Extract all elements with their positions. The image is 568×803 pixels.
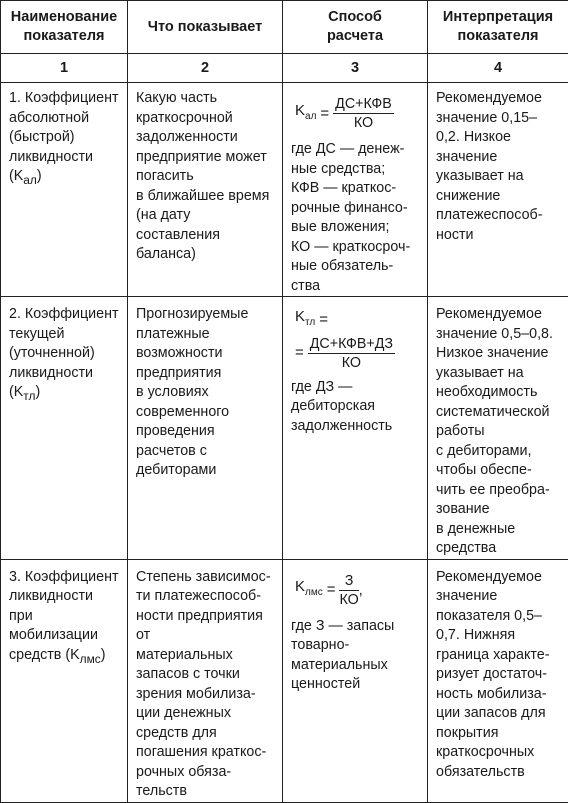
formula-symbol: $K_{тл}$ = (295, 307, 419, 333)
indicator-name-end: ) (37, 168, 42, 184)
interpretation-cell: Рекомендуемое значение показателя 0,5– 0,7. Нижняя граница характе- ризует достаточ- ность мобилиза- ции запасов для покрытия краткосрочных обязательств (428, 559, 568, 802)
header-row (1, 1, 568, 54)
indicator-subscript: тл (23, 389, 35, 403)
indicator-subscript: ал (23, 173, 37, 187)
formula-numerator: ДС+КФВ (333, 95, 394, 114)
formula-numerator: ДС+КФВ+ДЗ (308, 335, 395, 354)
indicator-name-end: ) (101, 647, 106, 663)
formula-denominator: КО (333, 114, 394, 132)
formula (295, 95, 419, 132)
formula-equals: = (295, 343, 304, 363)
formula (295, 572, 419, 609)
interpretation-cell: Рекомендуемое значение 0,5–0,8. Низкое значение указывает на необходимость систематической работы с дебиторами, чтобы обеспе- чить ее преобра- зование в денежные средства (428, 297, 568, 560)
formula-denominator: КО (339, 591, 358, 609)
formula-symbol: $K_{ал}$ (295, 101, 316, 127)
formula-denominator: КО (308, 354, 395, 372)
header-indicator-name: Наименование показателя (1, 1, 128, 54)
indicator-name-cell (1, 559, 128, 802)
indicator-subscript: лмс (80, 651, 101, 665)
table-row (1, 297, 568, 560)
formula-fraction (339, 572, 358, 609)
indicator-name-cell (1, 83, 128, 297)
calculation-cell (283, 297, 428, 560)
formula-fraction (308, 335, 395, 372)
header-calculation-method: Способ расчета (283, 1, 428, 54)
formula-fraction (333, 95, 394, 132)
calculation-cell (283, 83, 428, 297)
column-number: 4 (428, 54, 568, 83)
what-it-shows-cell: Какую часть краткосрочной задолженности предприятие может погасить в ближайшее время (на дату составления баланса) (128, 83, 283, 297)
formula-equals: = (320, 104, 329, 124)
formula-tail: , (359, 582, 363, 598)
indicator-name: 3. Коэффициент ликвидности при мобилизации средств (K (9, 569, 119, 663)
indicator-name: 2. Коэффициент текущей (уточненной) ликвидности (K (9, 306, 119, 400)
column-number: 3 (283, 54, 428, 83)
indicator-name-end: ) (35, 384, 40, 400)
column-number: 1 (1, 54, 128, 83)
table-row (1, 559, 568, 802)
table-row (1, 83, 568, 297)
indicator-name: 1. Коэффициент абсолютной (быстрой) ликвидности (K (9, 90, 119, 184)
header-interpretation: Интерпретация показателя (428, 1, 568, 54)
indicator-name-cell (1, 297, 128, 560)
formula-equals: = (327, 580, 336, 600)
formula-explanation: где ДЗ — дебиторская задолженность (291, 378, 419, 437)
formula-numerator: З (339, 572, 358, 591)
formula-explanation: где ДС — денеж- ные средства; КФВ — краткос- рочные финансо- вые вложения; КО — краткосроч- ные обязатель- ства (291, 140, 419, 296)
column-number: 2 (128, 54, 283, 83)
calculation-cell (283, 559, 428, 802)
header-what-it-shows: Что показывает (128, 1, 283, 54)
formula (295, 307, 419, 372)
column-number-row (1, 54, 568, 83)
formula-explanation: где З — запасы товарно- материальных ценностей (291, 617, 419, 695)
formula-symbol: $K_{лмс}$ (295, 577, 323, 603)
what-it-shows-cell: Степень зависимос- ти платежеспособ- ности предприятия от материальных запасов с точки зрения мобилиза- ции денежных средств для погашения краткос- рочных обяза- тельств (128, 559, 283, 802)
interpretation-cell: Рекомендуемое значение 0,15– 0,2. Низкое значение указывает на снижение платежеспособ- ности (428, 83, 568, 297)
what-it-shows-cell: Прогнозируемые платежные возможности предприятия в условиях современного проведения расчетов с дебиторами (128, 297, 283, 560)
